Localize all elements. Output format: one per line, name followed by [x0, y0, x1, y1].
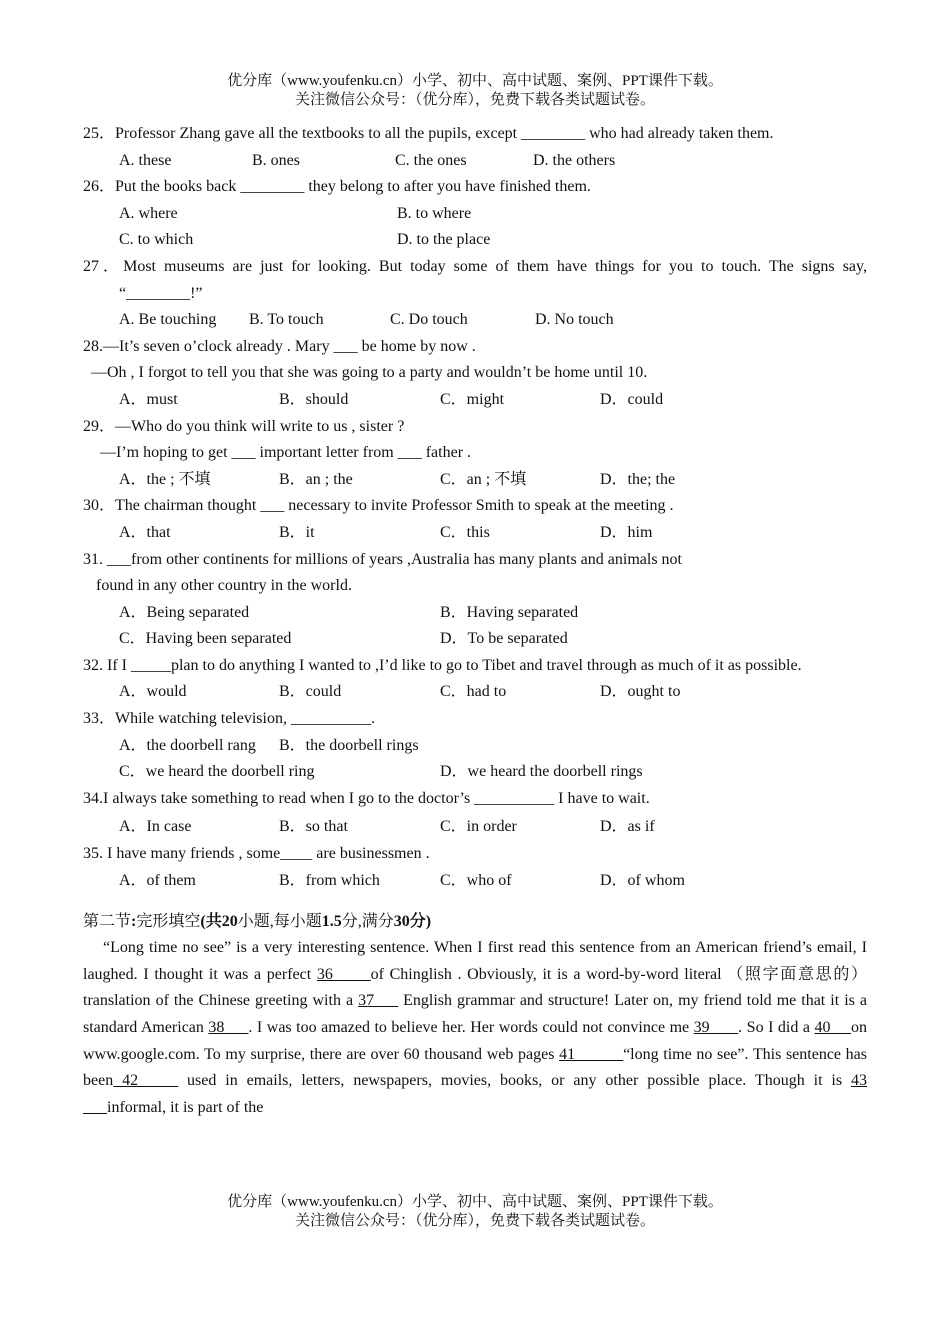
option-d: D. the others — [533, 151, 616, 169]
option-b: B．the doorbell rings — [279, 736, 419, 754]
option-d: D. to the place — [397, 231, 491, 249]
option-d: D．him — [600, 523, 653, 541]
question-26-stem: 26．Put the books back ________ they belong to after you have finished them. — [83, 178, 591, 196]
section-2-title-e: 分) — [409, 912, 432, 930]
option-a: A．the ; 不填 — [119, 470, 211, 488]
option-d: D．To be separated — [440, 630, 568, 648]
passage-text: . I was too amazed to believe her. Her words could not convince me — [248, 1019, 694, 1036]
section-2-title-b: (共 — [200, 912, 222, 930]
section-2-points-each: 1.5 — [321, 912, 342, 930]
exam-content — [83, 121, 867, 1121]
option-b: B. To touch — [249, 311, 324, 329]
option-b: B. to where — [397, 204, 472, 222]
option-b: B．it — [279, 523, 315, 541]
header-line-1: 优分库（www.youfenku.cn）小学、初中、高中试题、案例、PPT课件下载。 — [227, 73, 723, 89]
option-b: B．Having separated — [440, 603, 579, 621]
option-a: A．In case — [119, 818, 192, 836]
option-a: A. where — [119, 204, 178, 222]
passage-text: . So I did a — [738, 1019, 815, 1036]
option-a: A. these — [119, 151, 172, 169]
question-33-options-row1 — [83, 733, 867, 760]
option-b: B．an ; the — [279, 470, 353, 488]
option-c: C. to which — [119, 231, 194, 249]
question-28-stem: 28.—It’s seven o’clock already . Mary ___ be home by now . — [83, 337, 476, 355]
footer-line-2: 关注微信公众号：（优分库），免费下载各类试题试卷。 — [294, 1213, 655, 1229]
option-b: B．could — [279, 683, 342, 701]
cloze-passage — [83, 935, 867, 1121]
question-35-options — [83, 868, 867, 895]
question-29-reply: —I’m hoping to get ___ important letter from ___ father . — [100, 444, 472, 462]
option-b: B．so that — [279, 818, 348, 836]
option-a: A. Be touching — [119, 311, 217, 329]
option-a: A．that — [119, 523, 171, 541]
section-2-title-a: 完形填空 — [136, 912, 201, 930]
option-c: C．in order — [440, 818, 517, 836]
question-31-options-row2 — [83, 626, 867, 653]
blank-39: 39 ___ — [693, 1019, 739, 1036]
passage-text: English grammar and structure! Later on, my friend told me that it is a standard American — [83, 992, 867, 1036]
passage-text: “Long time no see” is a very interesting sentence. When I first read this sentence from an American friend’s email, I laughed. I thought it was a perfect — [83, 939, 867, 983]
option-d: D．ought to — [600, 683, 681, 701]
option-b: B．should — [279, 390, 349, 408]
section-2-prefix: 第二节 — [83, 912, 132, 930]
option-d: D．the; the — [600, 470, 676, 488]
question-31-options-row1 — [83, 600, 867, 627]
passage-text: on www.google.com. To my surprise, there are over 60 thousand web pages — [83, 1019, 868, 1063]
option-c: C．who of — [440, 872, 512, 890]
section-2-title-d: 分,满分 — [341, 912, 394, 930]
page-footer — [0, 1193, 950, 1231]
option-c: C．Having been separated — [119, 630, 292, 648]
option-c: C．might — [440, 390, 505, 408]
option-b: B. ones — [252, 151, 300, 169]
blank-37: 37___ — [358, 992, 399, 1010]
option-a: A．would — [119, 683, 187, 701]
question-35-stem: 35. I have many friends , some____ are businessmen . — [83, 845, 430, 863]
option-c: C．an ; 不填 — [440, 470, 527, 488]
option-c: C. Do touch — [390, 311, 468, 329]
passage-text: “long time no see”. This sentence has been — [83, 1045, 868, 1090]
question-33-options-row2 — [83, 759, 867, 786]
blank-43: 43 ___ — [83, 1072, 868, 1116]
page-header — [0, 72, 950, 110]
question-32-stem: 32. If I _____plan to do anything I wanted to ,I’d like to go to Tibet and travel through as much of it as possible. — [83, 656, 802, 674]
question-34-options — [83, 812, 867, 841]
option-c: C．had to — [440, 683, 507, 701]
question-29-stem: 29．—Who do you think will write to us , sister ? — [83, 417, 405, 435]
question-27-options — [83, 307, 867, 334]
question-32-options — [83, 679, 867, 706]
passage-text: used in emails, letters, newspapers, movies, books, or any other possible place. Though it is — [178, 1072, 852, 1090]
section-2-total: 30 — [393, 912, 410, 930]
question-29-options — [83, 467, 867, 494]
option-d: D．we heard the doorbell rings — [440, 763, 643, 781]
blank-41: 41______ — [559, 1045, 624, 1063]
question-30-options — [83, 520, 867, 547]
question-25-stem: 25．Professor Zhang gave all the textbooks to all the pupils, except ________ who had already taken them. — [83, 125, 774, 142]
question-28-options — [83, 387, 867, 414]
option-a: A．Being separated — [119, 603, 250, 621]
option-a: A．must — [119, 390, 178, 408]
passage-text: informal, it is part of the — [107, 1098, 264, 1116]
blank-36: 36 ____ — [316, 965, 371, 983]
section-2-colon: : — [131, 912, 137, 930]
option-a: A．of them — [119, 872, 196, 890]
question-26-options-row2 — [83, 227, 867, 254]
option-a: A．the doorbell rang — [119, 736, 256, 754]
question-30-stem: 30．The chairman thought ___ necessary to invite Professor Smith to speak at the meeting . — [83, 497, 674, 515]
section-2-num-questions: 20 — [221, 912, 238, 930]
blank-38: 38___ — [208, 1019, 249, 1036]
footer-line-1: 优分库（www.youfenku.cn）小学、初中、高中试题、案例、PPT课件下载。 — [227, 1194, 723, 1210]
question-25-options — [83, 148, 867, 175]
option-d: D．as if — [600, 818, 655, 836]
option-d: D. No touch — [535, 311, 614, 329]
option-c: C．we heard the doorbell ring — [119, 763, 315, 781]
option-c: C. the ones — [395, 151, 467, 169]
question-31-stem: 31. ___from other continents for millions of years ,Australia has many plants and animals not — [83, 550, 682, 568]
option-d: D．could — [600, 390, 664, 408]
question-31-stem-cont: found in any other country in the world. — [96, 577, 352, 595]
passage-text: of Chinglish . Obviously, it is a word-by-word literal （照字面意思的）translation of the Chinese greeting with a — [83, 965, 867, 1010]
question-33-stem: 33．While watching television, __________. — [83, 710, 375, 728]
option-c: C．this — [440, 523, 490, 541]
question-27-stem: 27．Most museums are just for looking. But today some of them have things for you to touch. The signs say, “________!” — [83, 257, 867, 302]
option-d: D．of whom — [600, 872, 685, 890]
blank-40: 40 __ — [814, 1019, 852, 1036]
blank-42: 42_____ — [113, 1072, 179, 1090]
section-2-title-c: 小题,每小题 — [237, 912, 322, 930]
question-34-stem: 34.I always take something to read when I go to the doctor’s __________ I have to wait. — [83, 789, 650, 807]
section-2-heading — [83, 909, 867, 936]
question-28-reply: —Oh , I forgot to tell you that she was going to a party and wouldn’t be home until 10. — [91, 364, 648, 382]
header-line-2: 关注微信公众号：（优分库），免费下载各类试题试卷。 — [294, 92, 655, 108]
question-26-options-row1 — [83, 201, 867, 228]
option-b: B．from which — [279, 872, 380, 890]
